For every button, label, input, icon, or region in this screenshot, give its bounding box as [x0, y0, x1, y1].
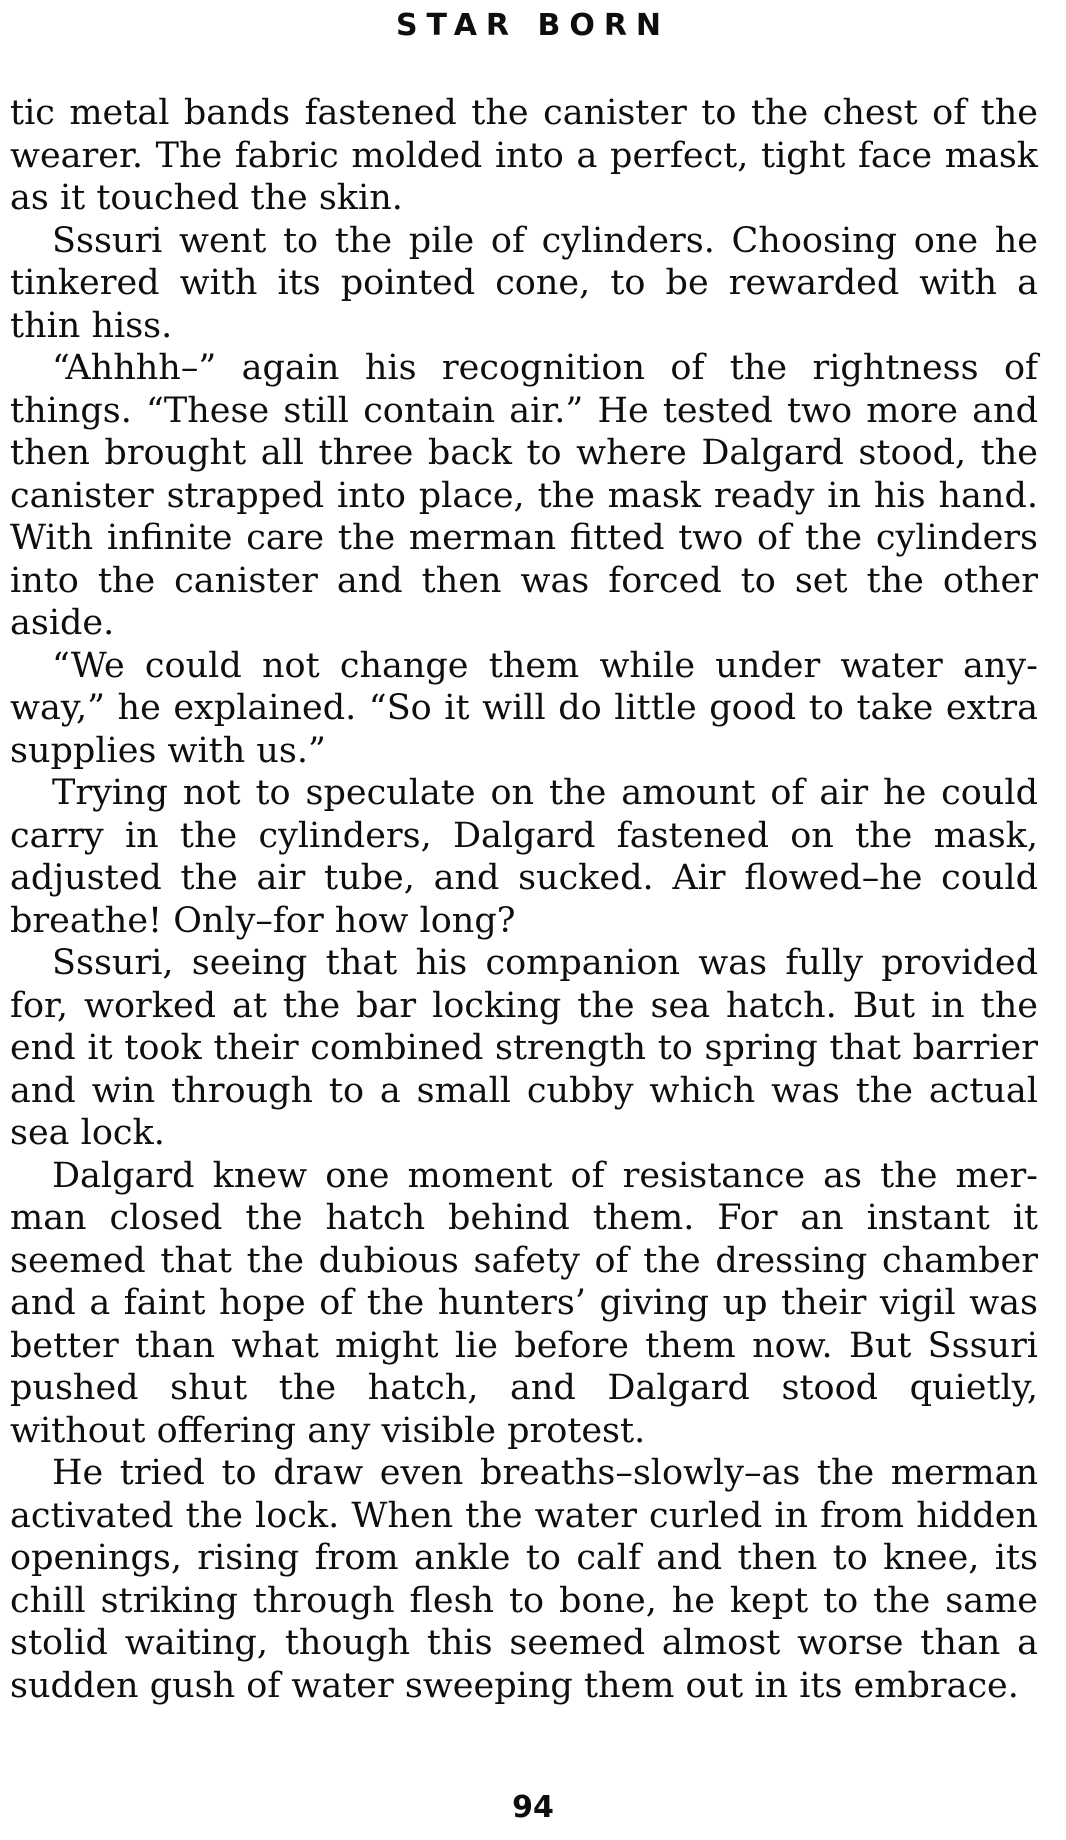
paragraph: Trying not to speculate on the amount of air he could carry in the cylinders, Dalgard fastened on the mask, adjusted the air tube, and sucked. Air flowed–he could breathe! Only–for how long?	[10, 773, 1038, 941]
paragraph: “Ahhhh–” again his recognition of the rightness of things. “These still contain air.” He tested two more and then brought all three back to where Dalgard stood, the canister strapped into place, the mask ready in his hand. With infinite care the merman fitted two of the cylinders into the canister and then was forced to set the other aside.	[10, 348, 1038, 643]
running-head-title: STAR BORN	[395, 8, 671, 43]
paragraph: Dalgard knew one moment of resistance as the merman closed the hatch behind them. For an instant it seemed that the dubious safety of the dressing chamber and a faint hope of the hunters’ giving up their vigil was better than what might lie before them now. But Sssuri pushed shut the hatch, and Dalgard stood quietly, without offering any visible protest.	[10, 1155, 1038, 1451]
paragraph: Sssuri went to the pile of cylinders. Choosing one he tinkered with its pointed cone, to be rewarded with a thin hiss.	[10, 220, 1038, 346]
page-number: 94	[512, 1790, 554, 1825]
paragraph: “We could not change them while under water anyway,” he explained. “So it will do little good to take extra supplies with us.”	[10, 645, 1038, 771]
paragraph-continued: tic metal bands fastened the canister to the chest of the wearer. The fabric molded into a perfect, tight face mask as it touched the skin.	[10, 93, 1038, 218]
paragraph: He tried to draw even breaths–slowly–as the merman activated the lock. When the water curled in from hidden openings, rising from ankle to calf and then to knee, its chill striking through flesh to bone, he kept to the same stolid waiting, though this seemed almost worse than a sudden gush of water sweeping them out in its embrace.	[10, 1453, 1038, 1706]
body-text	[10, 92, 1038, 1707]
paragraph: Sssuri, seeing that his companion was fully provided for, worked at the bar locking the sea hatch. But in the end it took their combined strength to spring that barrier and win through to a small cubby which was the actual sea lock.	[10, 943, 1038, 1153]
